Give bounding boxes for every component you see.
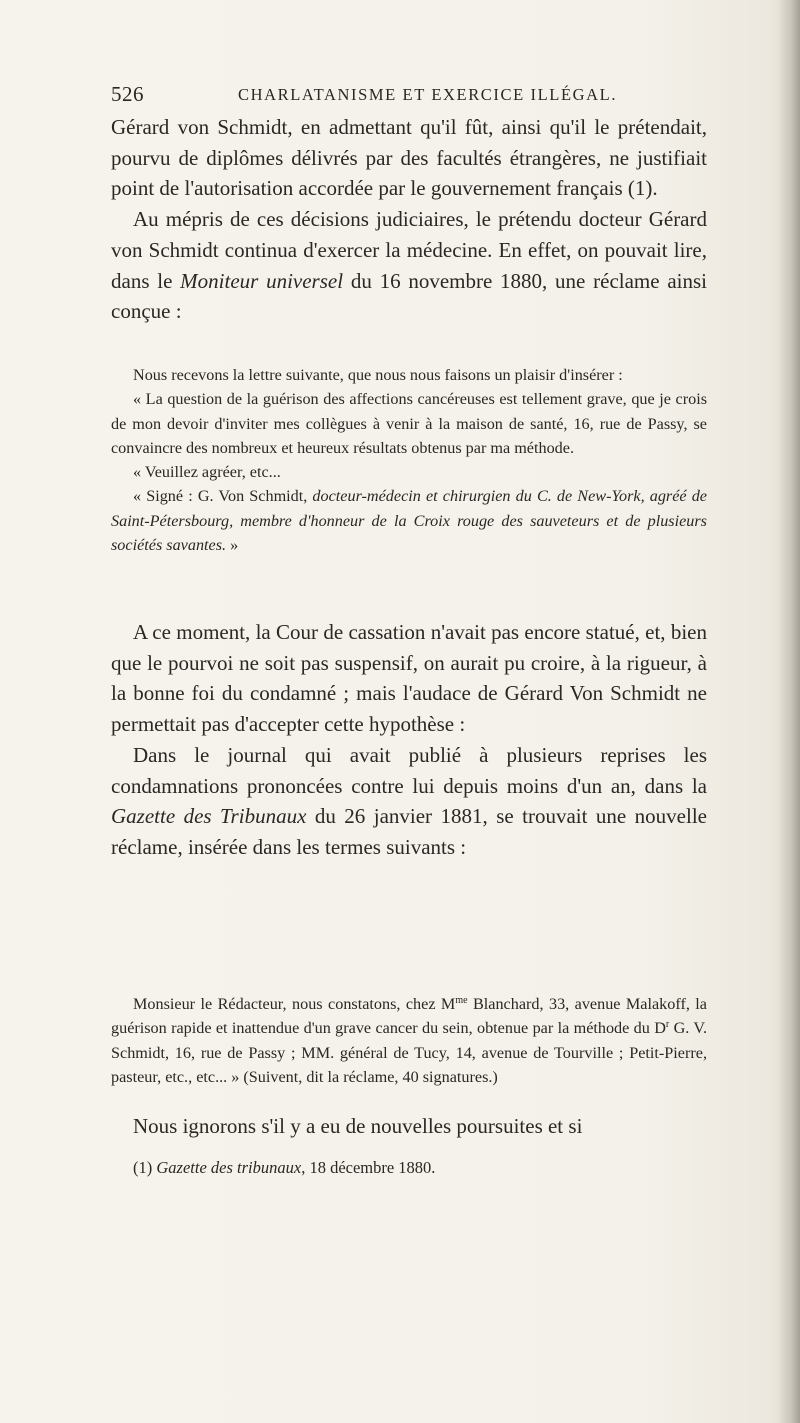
running-title: CHARLATANISME ET EXERCICE ILLÉGAL. (238, 85, 618, 104)
footnote: (1) Gazette des tribunaux, 18 décembre 1880. (133, 1158, 436, 1177)
quote-advertisement: Monsieur le Rédacteur, nous constatons, chez $M^{me}$ Blanchard, 33, avenue Malakoff, la guérison rapide et inattendue d'un grave cancer du sein, obtenue par la méthode du $D^r$ G. V. Schmidt, 16, rue de Passy ; MM. général de Tucy, 14, avenue de Tourville ; Petit-Pierre, pasteur, etc., etc... » (Suivent, dit la réclame, 40 signatures.) (111, 995, 707, 1086)
page-header (111, 82, 711, 112)
paragraph-1: Gérard von Schmidt, en admettant qu'il fût, ainsi qu'il le prétendait, pourvu de diplômes délivrés par des facultés étrangères, ne justifiait point de l'autorisation accordée par le gouvernement français (1). (111, 115, 707, 201)
quote-closing: « Veuillez agréer, etc... (133, 463, 281, 482)
page-edge-shadow (778, 0, 800, 1423)
paragraph-5: Nous ignorons s'il y a eu de nouvelles poursuites et si (133, 1114, 583, 1138)
footnote-marker: (1) (133, 1158, 157, 1177)
quotation-2 (111, 992, 707, 1089)
gazette-title: Gazette des Tribunaux (111, 804, 307, 829)
quotation-1 (111, 363, 707, 557)
quote-intro: Nous recevons la lettre suivante, que nous nous faisons un plaisir d'insérer : (133, 366, 623, 384)
paragraph-2: Au mépris de ces décisions judiciaires, le prétendu docteur Gérard von Schmidt continua d'exercer la médecine. En effet, on pouvait lire, dans le Moniteur universel du 16 novembre 1880, une réclame ainsi conçue : (111, 207, 707, 324)
moniteur-title: Moniteur universel (180, 268, 344, 293)
paragraph-3: A ce moment, la Cour de cassation n'avait pas encore statué, et, bien que le pourvoi ne soit pas suspensif, on aurait pu croire, à la rigueur, à la bonne foi du condamné ; mais l'audace de Gérard Von Schmidt ne permettait pas d'accepter cette hypothèse : (111, 620, 707, 737)
quote-signature: « Signé : G. Von Schmidt, docteur-médecin et chirurgien du C. de New-York, agréé de Saint-Pétersbourg, membre d'honneur de la Croix rouge des sauveteurs et de plusieurs sociétés savantes. » (111, 487, 707, 555)
text-block-main-3 (111, 1111, 707, 1142)
text-block-main-2 (111, 617, 707, 863)
paragraph-4: Dans le journal qui avait publié à plusieurs reprises les condamnations prononcées contre lui depuis moins d'un an, dans la Gazette des Tribunaux du 26 janvier 1881, se trouvait une nouvelle réclame, insérée dans les termes suivants : (111, 742, 707, 859)
page-number: 526 (111, 82, 144, 106)
quote-letter-body: « La question de la guérison des affections cancéreuses est tellement grave, que je crois de mon devoir d'inviter mes collègues à venir à la maison de santé, 16, rue de Passy, se convaincre des nombreux et heureux résultats obtenus par ma méthode. (111, 390, 707, 457)
signature-titles: docteur-médecin et chirurgien du C. de New-York, agréé de Saint-Pétersbourg, membre d'honneur de la Croix rouge des sauveteurs et de plusieurs sociétés savantes. (111, 487, 707, 555)
footnote-source: Gazette des tribunaux (156, 1158, 302, 1177)
text-block-main-1 (111, 112, 707, 327)
